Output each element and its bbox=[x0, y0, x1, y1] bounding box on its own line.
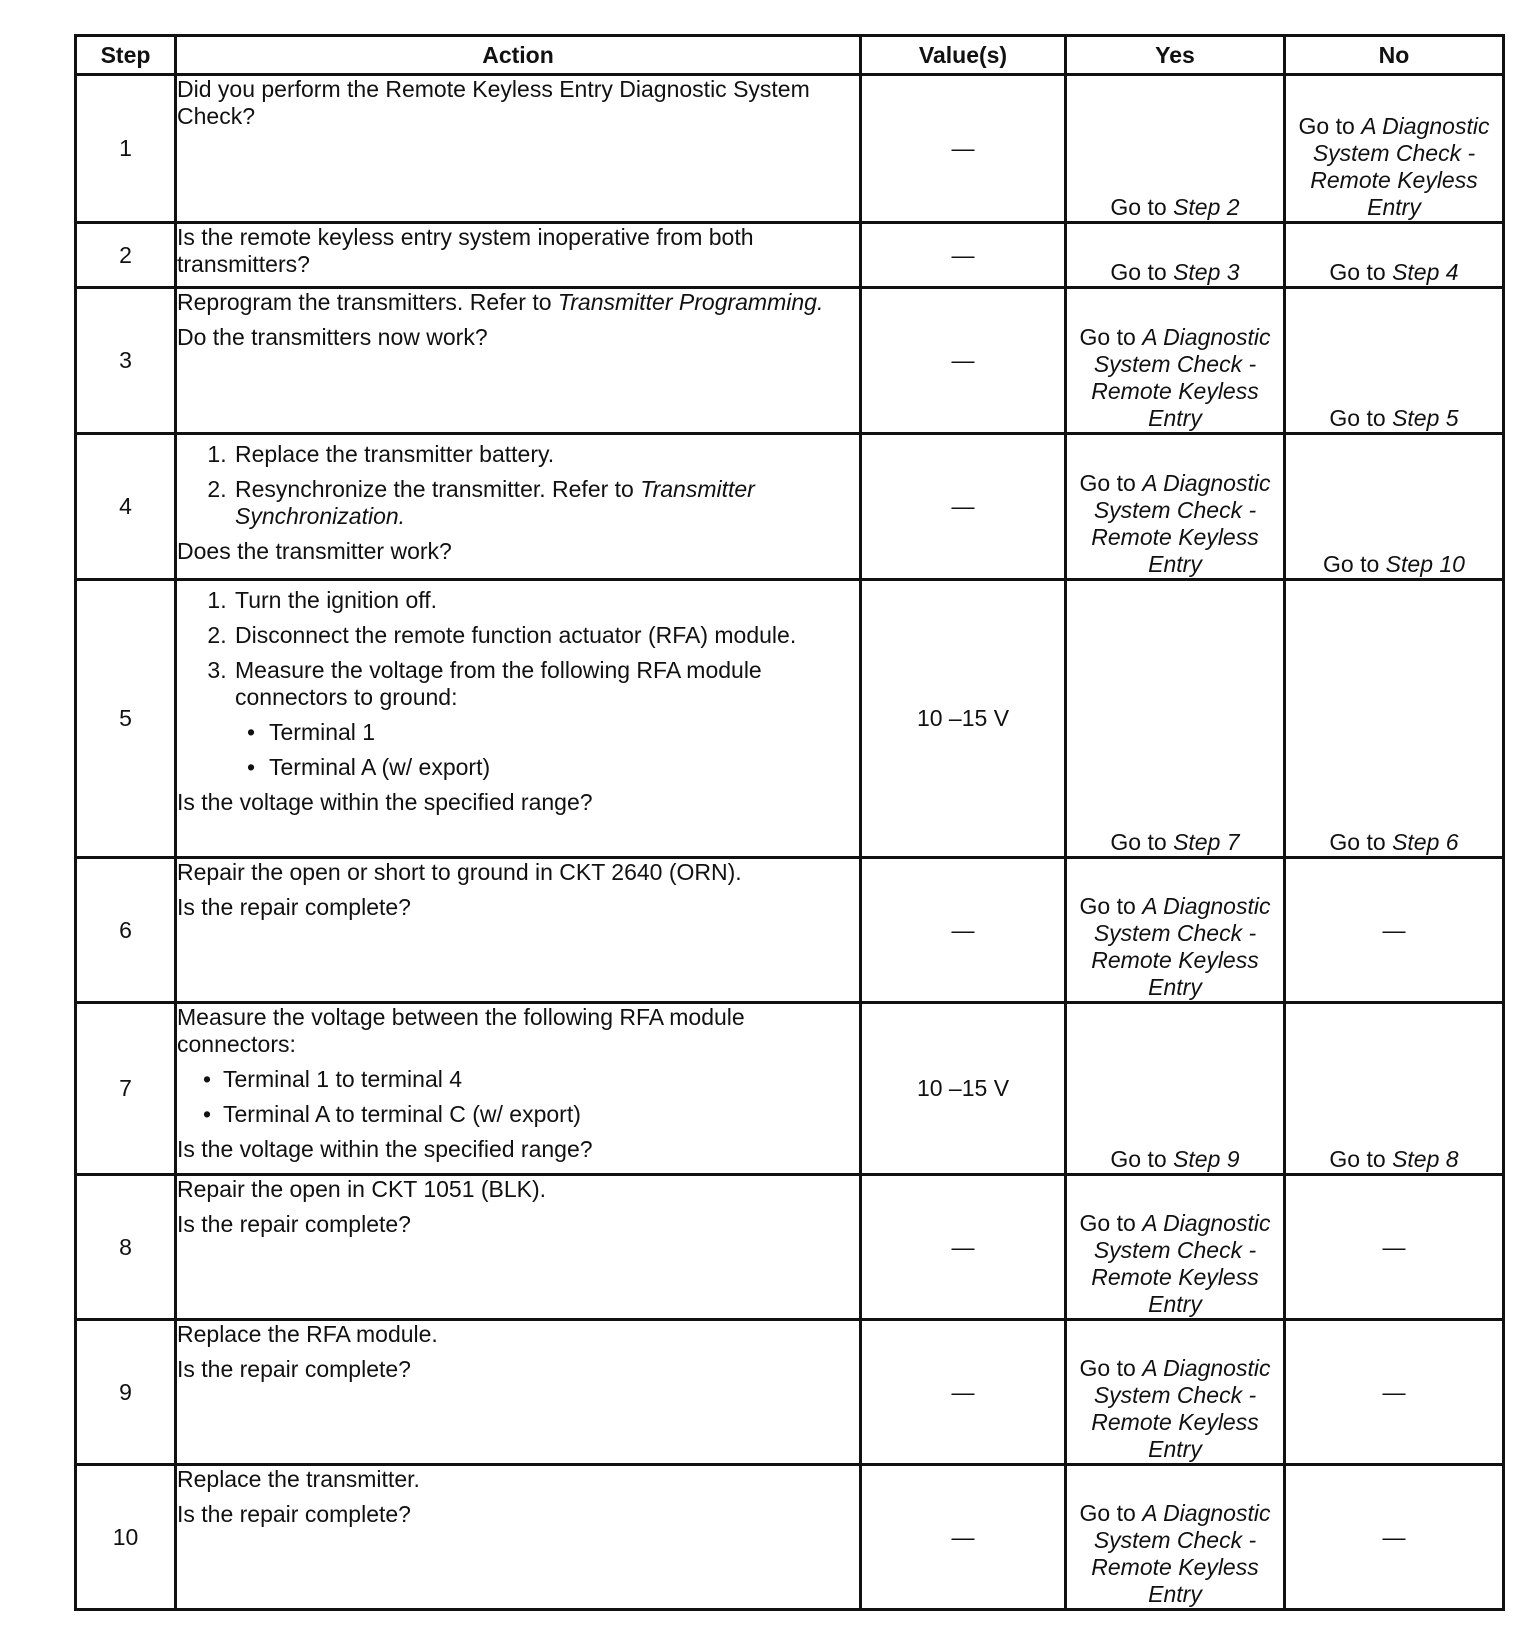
no-cell bbox=[1285, 580, 1504, 858]
yes-cell bbox=[1066, 1003, 1285, 1175]
step-number: 9 bbox=[76, 1320, 176, 1465]
bullet-item: • Terminal 1 to terminal 4 bbox=[223, 1066, 859, 1093]
table-header-row bbox=[76, 36, 1504, 75]
terminal-list bbox=[235, 719, 859, 781]
action-cell bbox=[176, 1320, 861, 1465]
step-reference-link[interactable]: A Diagnostic System Check - Remote Keyless Entry bbox=[1091, 1500, 1271, 1607]
step-reference-link[interactable]: Step 2 bbox=[1173, 194, 1240, 220]
value-cell: — bbox=[861, 223, 1066, 288]
procedure-list bbox=[177, 587, 859, 781]
step-reference-link[interactable]: A Diagnostic System Check - Remote Keyless Entry bbox=[1091, 324, 1271, 431]
no-cell: — bbox=[1285, 1175, 1504, 1320]
yes-cell bbox=[1066, 75, 1285, 223]
go-to-text: Go to bbox=[1323, 551, 1380, 577]
value-cell: — bbox=[861, 1465, 1066, 1610]
step-reference-link[interactable]: A Diagnostic System Check - Remote Keyless Entry bbox=[1091, 1210, 1271, 1317]
action-text: Repair the open in CKT 1051 (BLK). bbox=[177, 1176, 547, 1202]
action-question: Is the repair complete? bbox=[177, 1211, 411, 1237]
go-to-text: Go to bbox=[1110, 829, 1167, 855]
action-question: Is the repair complete? bbox=[177, 1501, 411, 1527]
action-text: Did you perform the Remote Keyless Entry Diagnostic System Check? bbox=[177, 76, 810, 129]
bullet-item: • Terminal A to terminal C (w/ export) bbox=[223, 1101, 859, 1128]
go-to-text: Go to bbox=[1079, 1355, 1136, 1381]
action-text: Replace the transmitter. bbox=[177, 1466, 420, 1492]
step-number: 4 bbox=[76, 434, 176, 580]
list-item: 2. Disconnect the remote function actuator (RFA) module. bbox=[233, 622, 859, 649]
action-text: Replace the RFA module. bbox=[177, 1321, 438, 1347]
go-to-text: Go to bbox=[1079, 324, 1136, 350]
action-text: Is the remote keyless entry system inoperative from both transmitters? bbox=[177, 224, 754, 277]
table-row bbox=[76, 580, 1504, 858]
step-number: 6 bbox=[76, 858, 176, 1003]
action-question: Does the transmitter work? bbox=[177, 538, 452, 564]
step-reference-link[interactable]: Step 5 bbox=[1392, 405, 1459, 431]
table-row bbox=[76, 288, 1504, 434]
action-cell bbox=[176, 1175, 861, 1320]
action-text: Reprogram the transmitters. Refer to Transmitter Programming. bbox=[177, 289, 824, 315]
step-reference-link[interactable]: A Diagnostic System Check - Remote Keyless Entry bbox=[1091, 893, 1271, 1000]
table-row bbox=[76, 858, 1504, 1003]
list-item: 1. Replace the transmitter battery. bbox=[233, 441, 859, 468]
no-cell bbox=[1285, 223, 1504, 288]
action-cell bbox=[176, 858, 861, 1003]
diagnostic-table bbox=[74, 34, 1505, 1611]
go-to-text: Go to bbox=[1329, 1146, 1386, 1172]
go-to-text: Go to bbox=[1110, 194, 1167, 220]
action-question: Is the voltage within the specified range? bbox=[177, 1136, 593, 1162]
procedure-list bbox=[177, 441, 859, 530]
step-number: 5 bbox=[76, 580, 176, 858]
table-row bbox=[76, 1175, 1504, 1320]
no-cell: — bbox=[1285, 1465, 1504, 1610]
yes-cell bbox=[1066, 1320, 1285, 1465]
yes-cell bbox=[1066, 288, 1285, 434]
step-reference-link[interactable]: A Diagnostic System Check - Remote Keyless Entry bbox=[1310, 113, 1490, 220]
reference-link[interactable]: Transmitter Programming. bbox=[557, 289, 824, 315]
step-reference-link[interactable]: A Diagnostic System Check - Remote Keyless Entry bbox=[1091, 470, 1271, 577]
action-question: Is the repair complete? bbox=[177, 894, 411, 920]
step-reference-link[interactable]: Step 3 bbox=[1173, 259, 1240, 285]
no-cell: — bbox=[1285, 1320, 1504, 1465]
action-cell bbox=[176, 1003, 861, 1175]
bullet-item: • Terminal A (w/ export) bbox=[267, 754, 859, 781]
go-to-text: Go to bbox=[1329, 259, 1386, 285]
header-step: Step bbox=[76, 36, 176, 75]
value-cell: — bbox=[861, 75, 1066, 223]
action-cell bbox=[176, 288, 861, 434]
bullet-item: • Terminal 1 bbox=[267, 719, 859, 746]
action-question: Is the repair complete? bbox=[177, 1356, 411, 1382]
action-cell bbox=[176, 223, 861, 288]
header-values: Value(s) bbox=[861, 36, 1066, 75]
yes-cell bbox=[1066, 1175, 1285, 1320]
step-reference-link[interactable]: Step 8 bbox=[1392, 1146, 1459, 1172]
step-number: 1 bbox=[76, 75, 176, 223]
table-row bbox=[76, 1320, 1504, 1465]
value-cell: — bbox=[861, 434, 1066, 580]
value-cell: — bbox=[861, 288, 1066, 434]
step-number: 10 bbox=[76, 1465, 176, 1610]
yes-cell bbox=[1066, 580, 1285, 858]
terminal-list bbox=[177, 1066, 859, 1128]
header-yes: Yes bbox=[1066, 36, 1285, 75]
go-to-text: Go to bbox=[1079, 1210, 1136, 1236]
action-cell bbox=[176, 434, 861, 580]
yes-cell bbox=[1066, 858, 1285, 1003]
value-cell: — bbox=[861, 858, 1066, 1003]
step-reference-link[interactable]: Step 9 bbox=[1173, 1146, 1240, 1172]
value-cell: — bbox=[861, 1175, 1066, 1320]
go-to-text: Go to bbox=[1110, 259, 1167, 285]
step-reference-link[interactable]: Step 4 bbox=[1392, 259, 1459, 285]
go-to-text: Go to bbox=[1079, 1500, 1136, 1526]
go-to-text: Go to bbox=[1110, 1146, 1167, 1172]
action-question: Do the transmitters now work? bbox=[177, 324, 488, 350]
go-to-text: Go to bbox=[1079, 470, 1136, 496]
step-reference-link[interactable]: Step 6 bbox=[1392, 829, 1459, 855]
list-item: 3. Measure the voltage from the following RFA module connectors to ground: • Terminal 1 • Terminal A (w/ export) bbox=[233, 657, 859, 781]
step-reference-link[interactable]: A Diagnostic System Check - Remote Keyless Entry bbox=[1091, 1355, 1271, 1462]
no-cell: — bbox=[1285, 858, 1504, 1003]
header-no: No bbox=[1285, 36, 1504, 75]
table-row bbox=[76, 1465, 1504, 1610]
go-to-text: Go to bbox=[1079, 893, 1136, 919]
step-number: 8 bbox=[76, 1175, 176, 1320]
go-to-text: Go to bbox=[1329, 405, 1386, 431]
step-reference-link[interactable]: Step 7 bbox=[1173, 829, 1240, 855]
action-question: Is the voltage within the specified range? bbox=[177, 789, 593, 815]
yes-cell bbox=[1066, 1465, 1285, 1610]
value-cell: 10 –15 V bbox=[861, 1003, 1066, 1175]
step-reference-link[interactable]: Step 10 bbox=[1385, 551, 1465, 577]
no-cell bbox=[1285, 1003, 1504, 1175]
list-item: 1. Turn the ignition off. bbox=[233, 587, 859, 614]
action-cell bbox=[176, 580, 861, 858]
table-row bbox=[76, 75, 1504, 223]
action-text: Repair the open or short to ground in CKT 2640 (ORN). bbox=[177, 859, 742, 885]
action-cell bbox=[176, 1465, 861, 1610]
go-to-text: Go to bbox=[1329, 829, 1386, 855]
no-cell bbox=[1285, 75, 1504, 223]
step-number: 3 bbox=[76, 288, 176, 434]
reference-link[interactable]: Transmitter Synchronization. bbox=[235, 476, 755, 529]
action-text: Measure the voltage between the following RFA module connectors: bbox=[177, 1004, 745, 1057]
yes-cell bbox=[1066, 434, 1285, 580]
step-number: 2 bbox=[76, 223, 176, 288]
header-action: Action bbox=[176, 36, 861, 75]
value-cell: — bbox=[861, 1320, 1066, 1465]
go-to-text: Go to bbox=[1298, 113, 1355, 139]
value-cell: 10 –15 V bbox=[861, 580, 1066, 858]
yes-cell bbox=[1066, 223, 1285, 288]
list-item: 2. Resynchronize the transmitter. Refer to Transmitter Synchronization. bbox=[233, 476, 859, 530]
no-cell bbox=[1285, 434, 1504, 580]
action-cell bbox=[176, 75, 861, 223]
step-number: 7 bbox=[76, 1003, 176, 1175]
table-row bbox=[76, 1003, 1504, 1175]
table-row bbox=[76, 434, 1504, 580]
no-cell bbox=[1285, 288, 1504, 434]
table-row bbox=[76, 223, 1504, 288]
